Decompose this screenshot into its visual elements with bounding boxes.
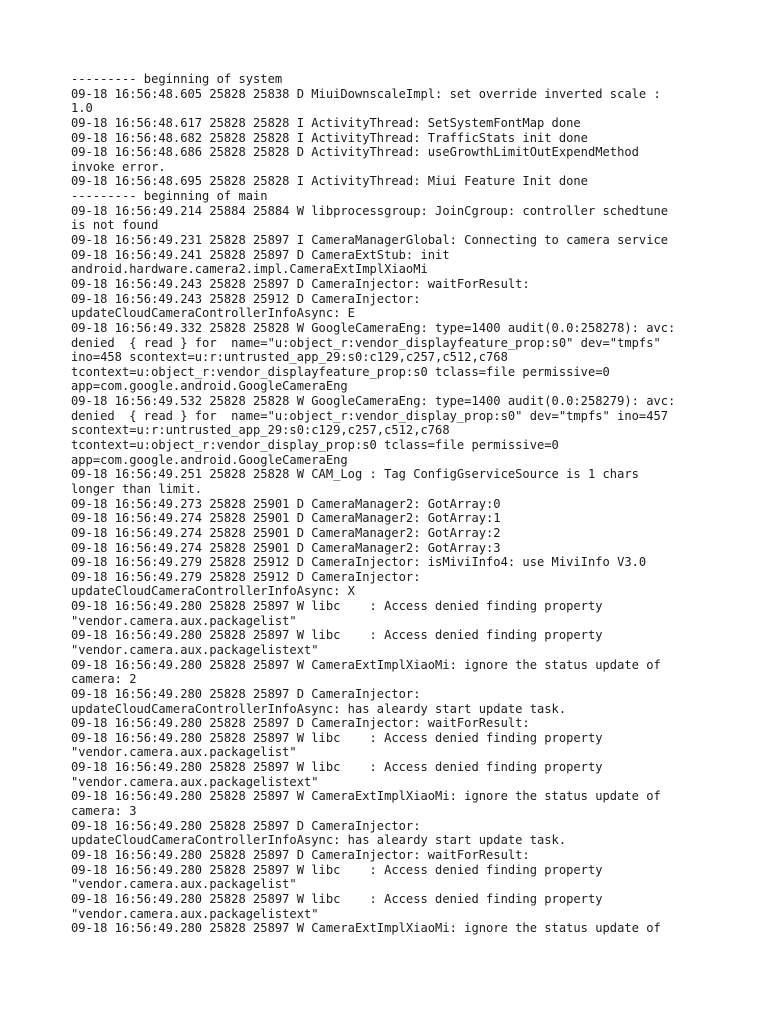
log-line: 09-18 16:56:49.280 25828 25897 D CameraInjector: [71, 686, 421, 701]
log-line: denied { read } for name="u:object_r:vendor_display_prop:s0" dev="tmpfs" ino=457 [71, 408, 669, 423]
log-line: 09-18 16:56:49.243 25828 25912 D CameraInjector: [71, 291, 421, 306]
log-line: --------- beginning of main [71, 189, 268, 204]
log-line: 09-18 16:56:49.251 25828 25828 W CAM_Log : Tag ConfigGserviceSource is 1 chars [71, 467, 639, 482]
log-line: "vendor.camera.aux.packagelistext" [71, 774, 319, 789]
log-line: 09-18 16:56:48.617 25828 25828 I ActivityThread: SetSystemFontMap done [71, 115, 581, 130]
log-line: 09-18 16:56:48.682 25828 25828 I ActivityThread: TrafficStats init done [71, 130, 588, 145]
log-line: 09-18 16:56:49.214 25884 25884 W libprocessgroup: JoinCgroup: controller schedtune [71, 203, 669, 218]
log-line: updateCloudCameraControllerInfoAsync: has aleardy start update task. [71, 701, 567, 716]
log-line: is not found [71, 218, 159, 233]
log-line: "vendor.camera.aux.packagelist" [71, 877, 297, 892]
log-line: 09-18 16:56:49.280 25828 25897 W CameraExtImplXiaoMi: ignore the status update of [71, 789, 661, 804]
log-line: app=com.google.android.GoogleCameraEng [71, 379, 348, 394]
log-line: 09-18 16:56:49.241 25828 25897 D CameraExtStub: init [71, 247, 450, 262]
log-line: 09-18 16:56:49.332 25828 25828 W GoogleCameraEng: type=1400 audit(0.0:258278): avc: [71, 320, 676, 335]
log-line: 1.0 [71, 101, 93, 116]
log-line: 09-18 16:56:49.280 25828 25897 D CameraInjector: waitForResult: [71, 716, 530, 731]
log-line: 09-18 16:56:49.280 25828 25897 W libc : Access denied finding property [71, 891, 603, 906]
log-line: 09-18 16:56:48.695 25828 25828 I ActivityThread: Miui Feature Init done [71, 174, 588, 189]
log-line: 09-18 16:56:49.231 25828 25897 I CameraManagerGlobal: Connecting to camera service [71, 233, 669, 248]
log-line: scontext=u:r:untrusted_app_29:s0:c129,c257,c512,c768 [71, 423, 450, 438]
log-line: 09-18 16:56:48.686 25828 25828 D ActivityThread: useGrowthLimitOutExpendMethod [71, 145, 639, 160]
log-line: 09-18 16:56:49.243 25828 25897 D CameraInjector: waitForResult: [71, 276, 530, 291]
log-line: 09-18 16:56:49.280 25828 25897 W libc : Access denied finding property [71, 628, 603, 643]
log-line: "vendor.camera.aux.packagelist" [71, 745, 297, 760]
log-line: 09-18 16:56:48.605 25828 25838 D MiuiDownscaleImpl: set override inverted scale : [71, 86, 661, 101]
log-line: "vendor.camera.aux.packagelist" [71, 613, 297, 628]
log-line: 09-18 16:56:49.532 25828 25828 W GoogleCameraEng: type=1400 audit(0.0:258279): avc: [71, 394, 676, 409]
log-line: 09-18 16:56:49.273 25828 25901 D CameraManager2: GotArray:0 [71, 496, 501, 511]
log-line: updateCloudCameraControllerInfoAsync: X [71, 584, 355, 599]
log-line: android.hardware.camera2.impl.CameraExtImplXiaoMi [71, 262, 428, 277]
log-line: updateCloudCameraControllerInfoAsync: E [71, 306, 355, 321]
log-line: 09-18 16:56:49.280 25828 25897 W libc : Access denied finding property [71, 760, 603, 775]
log-line: 09-18 16:56:49.274 25828 25901 D CameraManager2: GotArray:3 [71, 540, 501, 555]
log-line: 09-18 16:56:49.279 25828 25912 D CameraInjector: isMiviInfo4: use MiviInfo V3.0 [71, 555, 647, 570]
log-line: longer than limit. [71, 481, 203, 496]
log-line: 09-18 16:56:49.280 25828 25897 W libc : Access denied finding property [71, 862, 603, 877]
log-line: --------- beginning of system [71, 72, 283, 86]
log-line: invoke error. [71, 159, 166, 174]
log-line: 09-18 16:56:49.274 25828 25901 D CameraManager2: GotArray:1 [71, 511, 501, 526]
log-line: camera: 3 [71, 804, 137, 819]
log-line: ino=458 scontext=u:r:untrusted_app_29:s0:c129,c257,c512,c768 [71, 350, 508, 365]
log-line: tcontext=u:object_r:vendor_display_prop:s0 tclass=file permissive=0 [71, 438, 559, 453]
log-line: 09-18 16:56:49.279 25828 25912 D CameraInjector: [71, 569, 421, 584]
log-line: 09-18 16:56:49.280 25828 25897 W libc : Access denied finding property [71, 730, 603, 745]
log-line: 09-18 16:56:49.274 25828 25901 D CameraManager2: GotArray:2 [71, 525, 501, 540]
log-line: 09-18 16:56:49.280 25828 25897 W CameraExtImplXiaoMi: ignore the status update of [71, 657, 661, 672]
log-line: 09-18 16:56:49.280 25828 25897 W libc : Access denied finding property [71, 599, 603, 614]
log-line: "vendor.camera.aux.packagelistext" [71, 642, 319, 657]
log-line: 09-18 16:56:49.280 25828 25897 D CameraInjector: waitForResult: [71, 847, 530, 862]
log-line: updateCloudCameraControllerInfoAsync: has aleardy start update task. [71, 833, 567, 848]
log-line: 09-18 16:56:49.280 25828 25897 W CameraExtImplXiaoMi: ignore the status update of [71, 921, 661, 936]
log-line: 09-18 16:56:49.280 25828 25897 D CameraInjector: [71, 818, 421, 833]
log-line: "vendor.camera.aux.packagelistext" [71, 906, 319, 921]
log-line: app=com.google.android.GoogleCameraEng [71, 452, 348, 467]
log-text [71, 72, 711, 936]
log-line: tcontext=u:object_r:vendor_displayfeature_prop:s0 tclass=file permissive=0 [71, 364, 610, 379]
log-line: camera: 2 [71, 672, 137, 687]
log-line: denied { read } for name="u:object_r:vendor_displayfeature_prop:s0" dev="tmpfs" [71, 335, 661, 350]
